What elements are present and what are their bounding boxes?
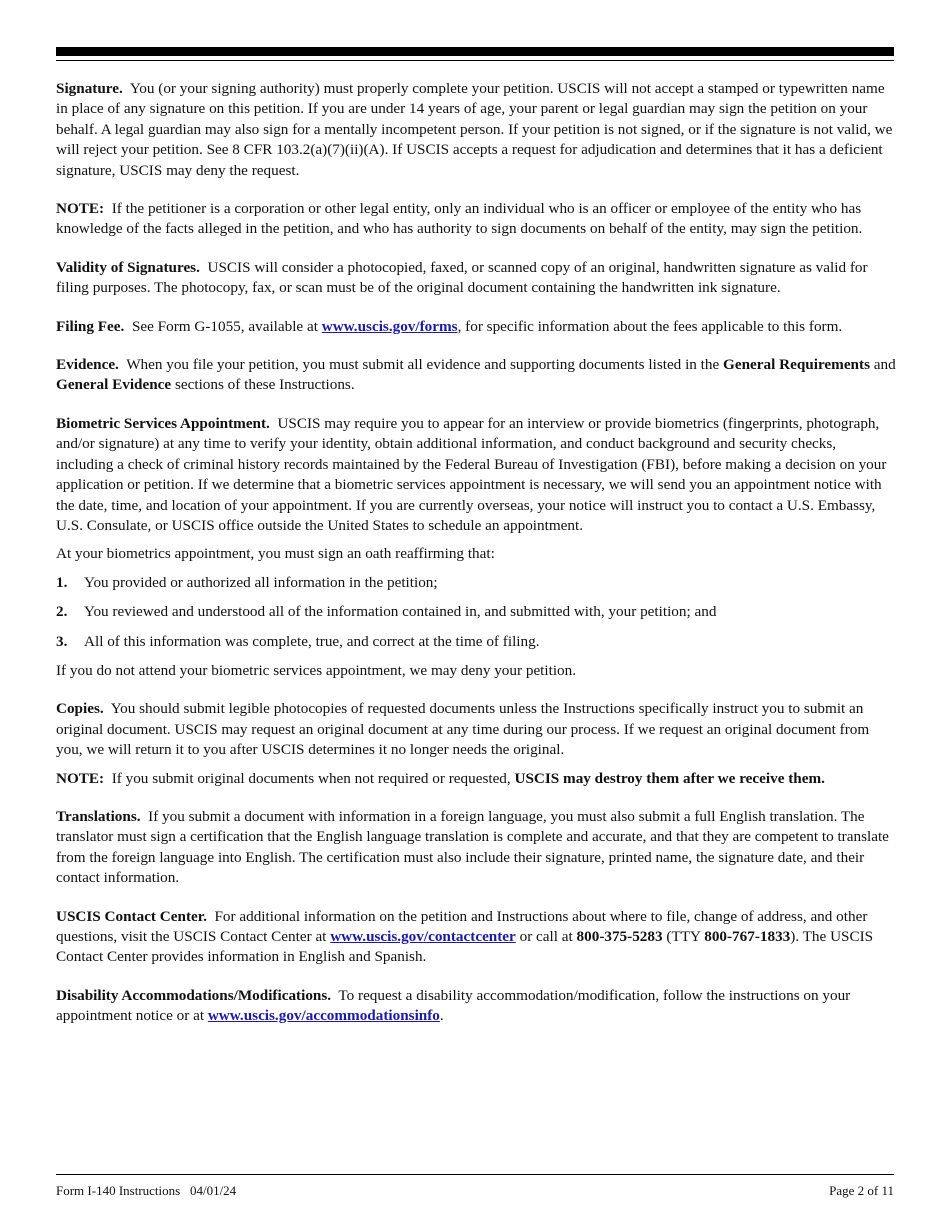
validity-text: USCIS will consider a photocopied, faxed, or scanned copy of an original, handwritten signature as valid for filing purposes. The photocopy, fax, or scan must be of the original document containing the handwritten ink signature.	[56, 258, 868, 297]
translations-heading: Translations.	[56, 807, 141, 825]
uscis-forms-link[interactable]: www.uscis.gov/forms	[321, 317, 458, 335]
filing-fee-heading: Filing Fee.	[56, 317, 125, 335]
header-thin-rule	[56, 60, 894, 61]
copies-text: You should submit legible photocopies of requested documents unless the Instructions specifically instruct you to submit an original document. USCIS may request an original document at any time during our process. If we request an original document from you, we will return it to you after USCIS determines it no longer needs the original.	[56, 700, 870, 759]
contact-center-text: For additional information on the petition and Instructions about where to file, change of address, and other questions, visit the USCIS Contact Center at	[56, 907, 868, 945]
biometrics-absence-paragraph: If you do not attend your biometric services appointment, we may deny your petition.	[56, 661, 577, 679]
list-text: You reviewed and understood all of the information contained in, and submitted with, your petition; and	[84, 603, 717, 621]
general-evidence-ref: General Evidence	[56, 376, 172, 394]
list-text: You provided or authorized all information in the petition;	[84, 573, 438, 591]
list-number: 3.	[56, 632, 68, 650]
disability-period: .	[439, 1007, 444, 1025]
translations-text: If you submit a document with information in a foreign language, you must also submit a full English translation. The translator must sign a certification that the English language translation is complete and accurate, and that they are competent to translate from the foreign language into English. The certification must also include their signature, printed name, the signature date, and their contact information.	[56, 807, 889, 887]
contact-tty-phone: 800-767-1833	[704, 928, 791, 945]
signature-paragraph	[56, 79, 896, 181]
contact-center-heading: USCIS Contact Center.	[56, 907, 207, 925]
note-heading: NOTE:	[56, 200, 105, 218]
validity-heading: Validity of Signatures.	[56, 258, 200, 276]
disability-heading: Disability Accommodations/Modifications.	[56, 986, 332, 1004]
biometrics-paragraph	[56, 414, 896, 536]
form-footer-label: Form I-140 Instructions 04/01/24	[56, 1183, 237, 1198]
header-thick-rule	[56, 47, 894, 56]
copies-paragraph	[56, 699, 896, 760]
disability-paragraph	[56, 986, 896, 1027]
list-number: 2.	[56, 603, 68, 621]
filing-fee-text-end: , for specific information about the fees applicable to this form.	[457, 317, 843, 335]
oath-intro: At your biometrics appointment, you must sign an oath reaffirming that:	[56, 545, 495, 563]
disability-text: To request a disability accommodation/modification, follow the instructions on your appointment notice or at	[56, 986, 851, 1025]
note-originals-paragraph	[56, 769, 896, 789]
filing-fee-paragraph	[56, 317, 896, 337]
validity-paragraph	[56, 258, 896, 299]
contact-center-call: or call at	[519, 928, 573, 945]
signature-text: You (or your signing authority) must properly complete your petition. USCIS will not accept a stamped or typewritten name in place of any signature on this petition. If you are under 14 years of age, your parent or legal guardian may sign the petition on your behalf. A legal guardian may also sign for a mentally incompetent person. If your petition is not signed, or if the signature is not valid, we will reject your petition. See 8 CFR 103.2(a)(7)(ii)(A). If USCIS accepts a request for adjudication and determines that it has a deficient signature, USCIS may deny the request.	[56, 80, 893, 179]
evidence-heading: Evidence.	[56, 356, 119, 374]
translations-paragraph	[56, 807, 896, 889]
evidence-paragraph	[56, 355, 896, 396]
contact-center-paragraph	[56, 907, 896, 968]
evidence-text-end: sections of these Instructions.	[174, 376, 355, 394]
copies-heading: Copies.	[56, 700, 104, 718]
list-item	[56, 573, 896, 593]
list-text: All of this information was complete, true, and correct at the time of filing.	[84, 632, 540, 650]
note-originals-warning: USCIS may destroy them after we receive them.	[514, 769, 825, 787]
list-item	[56, 632, 896, 652]
note-text: If the petitioner is a corporation or other legal entity, only an individual who is an officer or employee of the entity who has knowledge of the facts alleged in the petition, and who has authority to sign documents on behalf of the entity, may sign the petition.	[56, 200, 863, 238]
contact-center-text-end: ). The USCIS Contact Center provides information in English and Spanish.	[56, 928, 874, 966]
instructions-body	[56, 79, 896, 1045]
general-requirements-ref: General Requirements	[723, 356, 870, 374]
biometrics-text: USCIS may require you to appear for an interview or provide biometrics (fingerprints, photograph, and/or signature) at any time to verify your identity, obtain additional information, and conduct background and security checks, including a check of criminal history records maintained by the Federal Bureau of Investigation (FBI), before making a decision on your application or petition. If we determine that a biometric services appointment is necessary, we will send you an appointment notice with the date, time, and location of your appointment. If you are currently overseas, your notice will instruct you to contact a U.S. Embassy, U.S. Consulate, or USCIS office outside the United States to schedule an appointment.	[56, 414, 887, 534]
note-originals-text: If you submit original documents when not required or requested,	[111, 769, 511, 787]
note-signature-paragraph	[56, 199, 896, 240]
signature-heading: Signature.	[56, 80, 123, 97]
evidence-and: and	[873, 356, 896, 374]
contact-center-link[interactable]: www.uscis.gov/contactcenter	[330, 928, 516, 945]
biometrics-heading: Biometric Services Appointment.	[56, 414, 270, 432]
accommodations-link[interactable]: www.uscis.gov/accommodationsinfo	[207, 1007, 440, 1025]
contact-tty-label: (TTY	[666, 928, 701, 945]
list-number: 1.	[56, 573, 68, 591]
footer-rule	[56, 1174, 894, 1175]
note-heading: NOTE:	[56, 769, 105, 787]
filing-fee-text: See Form G-1055, available at	[131, 317, 318, 335]
oath-list	[56, 573, 896, 652]
contact-phone: 800-375-5283	[576, 928, 663, 945]
evidence-text: When you file your petition, you must submit all evidence and supporting documents listed in the	[126, 356, 720, 374]
list-item	[56, 602, 896, 622]
page-number: Page 2 of 11	[829, 1183, 894, 1198]
